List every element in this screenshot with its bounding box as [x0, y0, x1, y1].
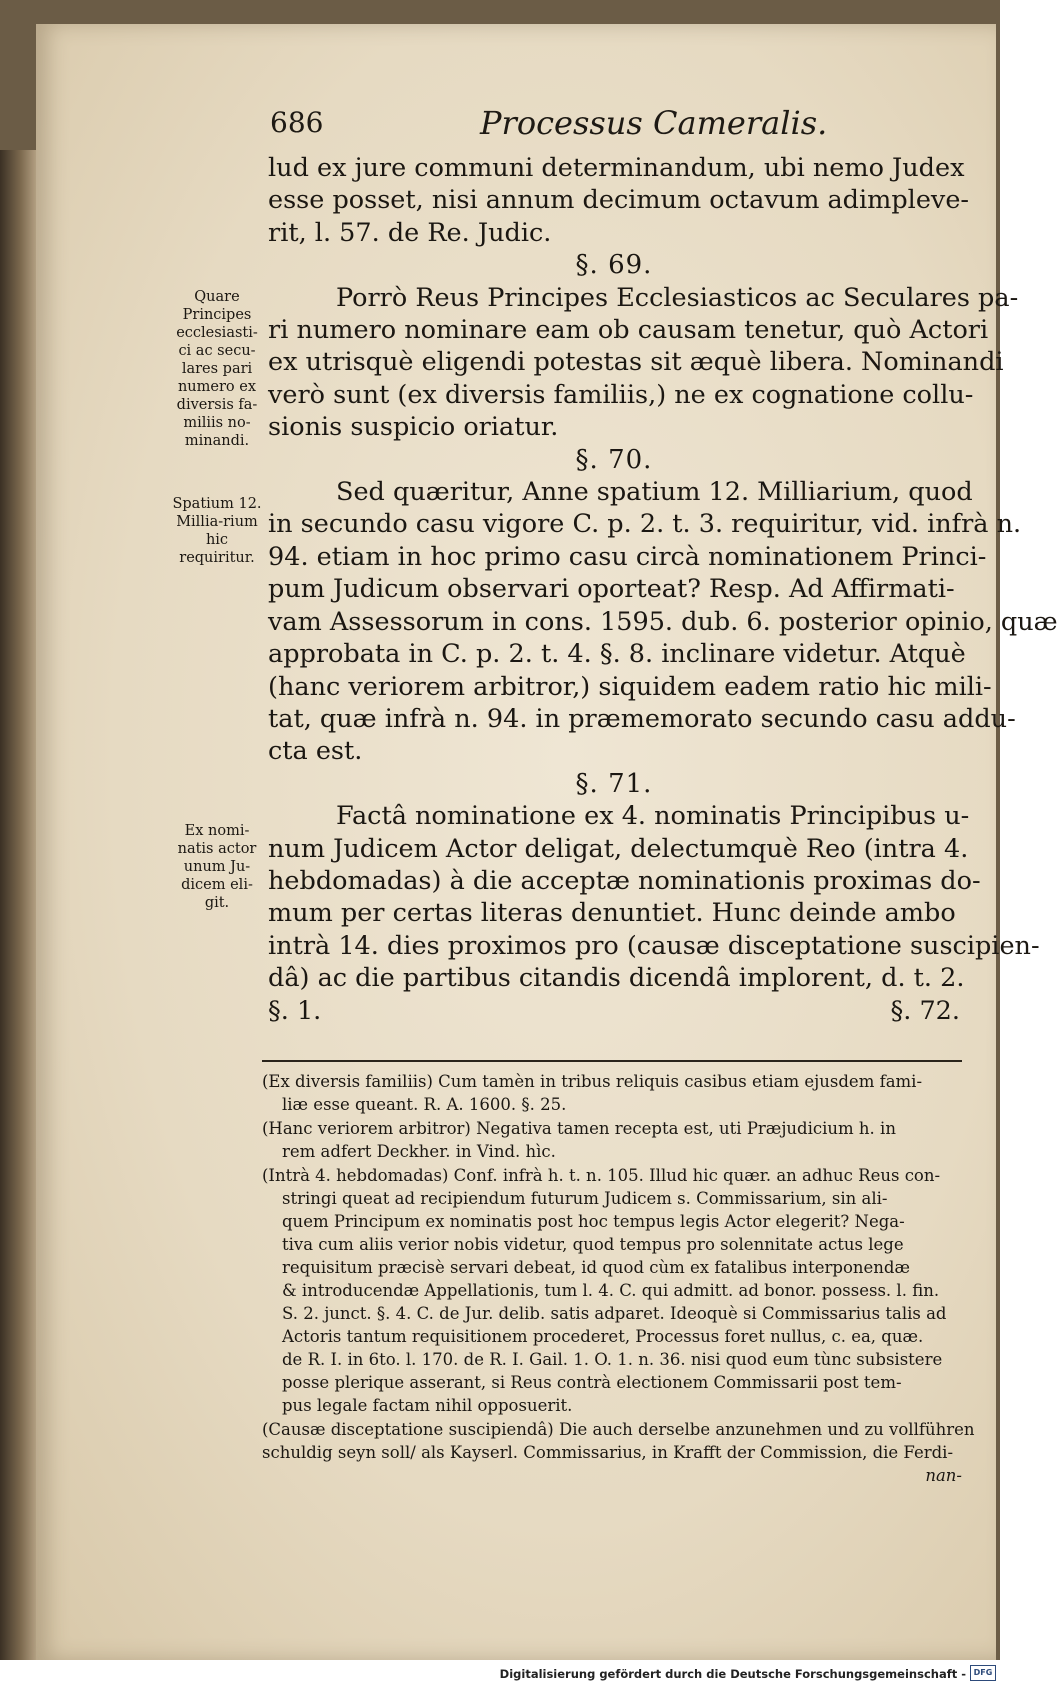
margin-note: Quare Principes ecclesiasti-ci ac secu-lares pari numero ex diversis fa-miliis no-minandi. — [176, 289, 258, 449]
footnote — [262, 1164, 962, 1417]
text-line: num Judicem Actor deligat, delectumquè Reo (intra 4. — [268, 833, 969, 864]
margin-note: Spatium 12. Millia-rium hic requiritur. — [172, 496, 262, 566]
text-line: ex utrisquè eligendi potestas sit æquè libera. Nominandi — [268, 347, 1004, 378]
text-line: (hanc veriorem arbitror,) siquidem eadem ratio hic mili- — [268, 671, 992, 702]
text-line: verò sunt (ex diversis familiis,) ne ex cognatione collu- — [268, 379, 974, 410]
text-line: rit, l. 57. de Re. Judic. — [268, 217, 552, 248]
text-line: Factâ nominatione ex 4. nominatis Principibus u- — [336, 801, 970, 832]
page-header — [270, 106, 970, 146]
text-line: Sed quæritur, Anne spatium 12. Milliarium, quod — [336, 477, 973, 508]
funding-credit: Digitalisierung gefördert durch die Deutsche Forschungsgemeinschaft - — [499, 1667, 966, 1681]
text-line: esse posset, nisi annum decimum octavum adimpleve- — [268, 185, 970, 216]
footnote — [262, 1418, 975, 1487]
text-line: sionis suspicio oriatur. — [268, 412, 559, 443]
footnote-line: S. 2. junct. §. 4. C. de Jur. delib. satis adparet. Ideoquè si Commissarius talis ad — [282, 1304, 947, 1323]
text-line: tat, quæ infrà n. 94. in præmemorato secundo casu addu- — [268, 703, 1016, 734]
footnote — [262, 1070, 962, 1116]
section-heading: §. 69. — [575, 250, 653, 281]
text-line: cta est. — [268, 736, 363, 767]
footnote-line: de R. I. in 6to. l. 170. de R. I. Gail. 1. O. 1. n. 36. nisi quod eum tùnc subsistere — [282, 1350, 943, 1369]
footer-bar — [0, 1660, 1000, 1689]
footnote-line: pus legale factam nihil opposuerit. — [282, 1396, 573, 1415]
footnote-line: (Hanc veriorem arbitror) Negativa tamen recepta est, uti Præjudicium h. in — [262, 1119, 896, 1138]
margin-note: Ex nomi-natis actor unum Ju-dicem eli-git. — [177, 823, 257, 911]
text-line: mum per certas literas denuntiet. Hunc deinde ambo — [268, 898, 956, 929]
text-line: hebdomadas) à die acceptæ nominationis proximas do- — [268, 865, 981, 896]
footnote-line: (Causæ disceptatione suscipiendâ) Die auch derselbe anzunehmen und zu vollführen — [262, 1420, 975, 1439]
text-line: vam Assessorum in cons. 1595. dub. 6. posterior opinio, quæ — [268, 606, 1058, 637]
text-line: ri numero nominare eam ob causam tenetur, quò Actori — [268, 315, 989, 346]
footnote-line: (Ex diversis familiis) Cum tamèn in tribus reliquis casibus etiam ejusdem fami- — [262, 1072, 923, 1091]
text-line: lud ex jure communi determinandum, ubi nemo Judex — [268, 153, 965, 183]
text-line: approbata in C. p. 2. t. 4. §. 8. inclinare videtur. Atquè — [268, 639, 966, 670]
footnote-line: stringi queat ad recipiendum futurum Judicem s. Commissarium, sin ali- — [282, 1189, 888, 1208]
running-title: Processus Cameralis. — [480, 104, 828, 142]
footnote-line: Actoris tantum requisitionem procederet, Processus foret nullus, c. ea, quæ. — [282, 1327, 924, 1346]
page-number: 686 — [270, 106, 324, 139]
footnote-line: liæ esse queant. R. A. 1600. §. 25. — [282, 1095, 567, 1114]
footnote-line: posse plerique asserant, si Reus contrà electionem Commissarii post tem- — [282, 1373, 902, 1392]
footnote-line: & introducendæ Appellationis, tum l. 4. C. qui admitt. ad bonor. possess. l. fin. — [282, 1281, 940, 1300]
footnote-line: tiva cum aliis verior nobis videtur, quod tempus pro solennitate actus lege — [282, 1235, 904, 1254]
main-text — [268, 152, 1058, 1027]
section-heading: §. 71. — [575, 768, 653, 799]
text-line: pum Judicum observari oporteat? Resp. Ad Affirmati- — [268, 574, 955, 605]
footnote — [262, 1117, 962, 1163]
text-line: Porrò Reus Principes Ecclesiasticos ac Seculares pa- — [336, 282, 1019, 313]
text-line: dâ) ac die partibus citandis dicendâ implorent, d. t. 2. — [268, 963, 965, 994]
catchword: §. 72. — [890, 995, 960, 1026]
footnote-line: (Intrà 4. hebdomadas) Conf. infrà h. t. n. 105. Illud hic quær. an adhuc Reus con- — [262, 1166, 941, 1185]
text-line-split — [268, 995, 960, 1027]
section-ref: §. 1. — [268, 995, 322, 1026]
catchword: nan- — [925, 1466, 962, 1485]
dfg-logo-icon: DFG — [970, 1665, 996, 1681]
text-line: 94. etiam in hoc primo casu circà nominationem Princi- — [268, 541, 987, 572]
footnote-line: rem adfert Deckher. in Vind. hìc. — [282, 1142, 556, 1161]
footnote-line: requisitum præcisè servari debeat, id quod cùm ex fatalibus interponendæ — [282, 1258, 910, 1277]
footnotes — [262, 1070, 975, 1488]
footnote-line: quem Principum ex nominatis post hoc tempus legis Actor elegerit? Nega- — [282, 1212, 905, 1231]
text-line: intrà 14. dies proximos pro (causæ disceptatione suscipien- — [268, 930, 1040, 961]
footnote-line: schuldig seyn soll/ als Kayserl. Commissarius, in Krafft der Commission, die Ferdi- — [262, 1443, 954, 1462]
text-line: in secundo casu vigore C. p. 2. t. 3. requiritur, vid. infrà n. — [268, 509, 1022, 540]
book-edge — [0, 150, 38, 1660]
footnote-rule — [262, 1060, 962, 1062]
section-heading: §. 70. — [575, 444, 653, 475]
